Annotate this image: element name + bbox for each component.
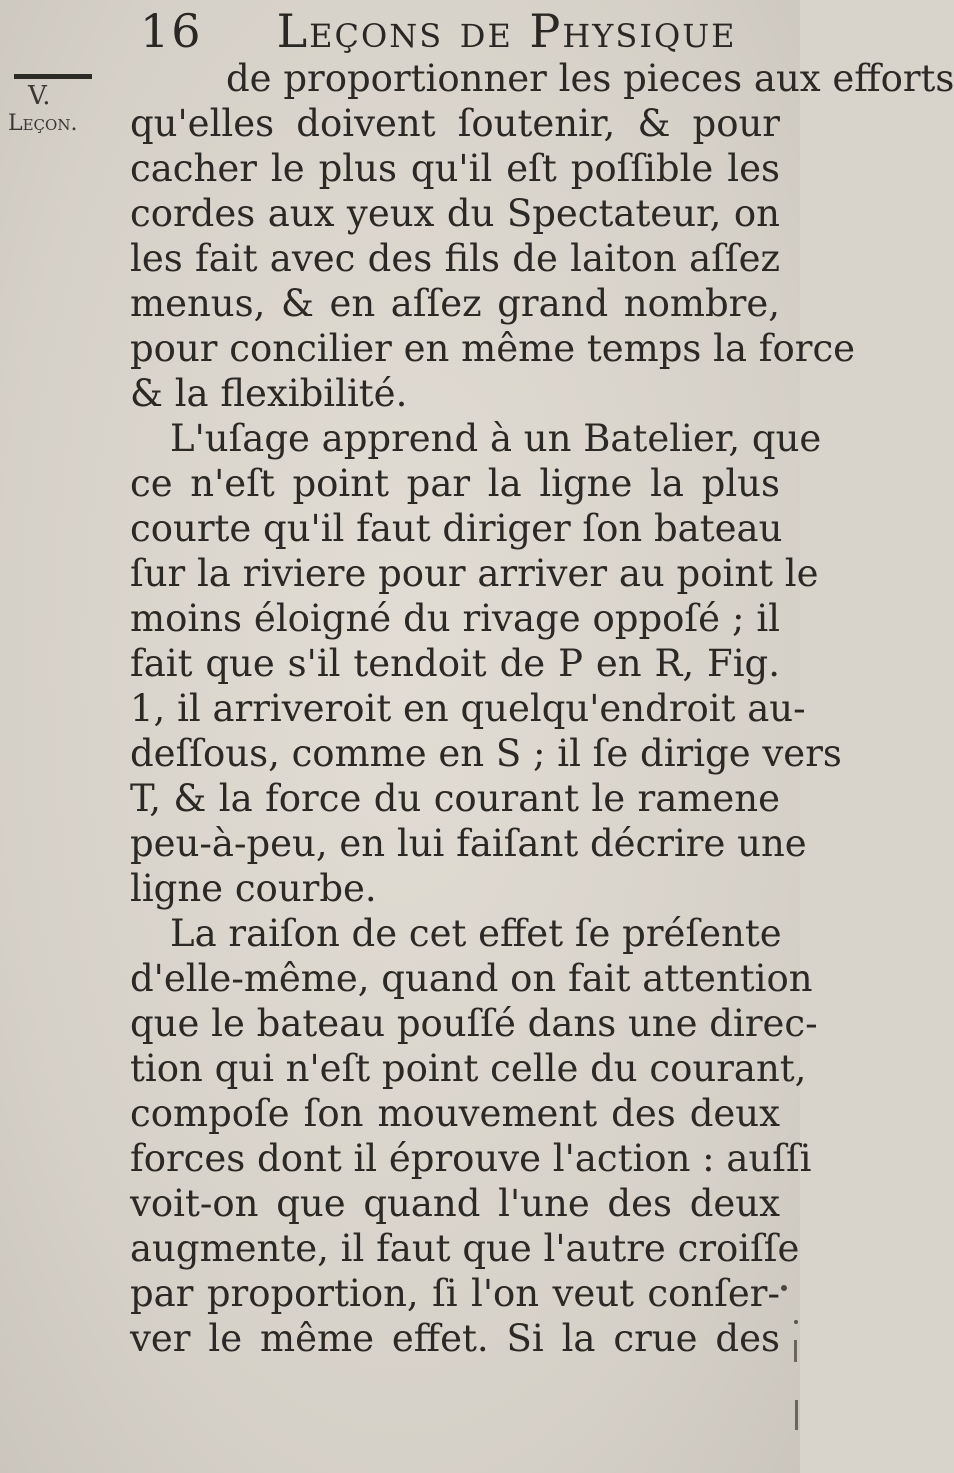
text-line: forces dont il éprouve l'action : auſſi: [130, 1137, 812, 1180]
margin-note: [8, 82, 108, 138]
running-title: Leçons de Physique: [276, 4, 737, 58]
text-line: ce n'eſt point par la ligne la plus: [130, 462, 780, 505]
page-header: [140, 4, 737, 64]
text-line: voit-on que quand l'une des deux: [130, 1182, 780, 1225]
text-line: deſſous, comme en S ; il ſe dirige vers: [130, 732, 842, 775]
text-line: tion qui n'eſt point celle du courant,: [130, 1047, 807, 1090]
text-line: cordes aux yeux du Spectateur, on: [130, 192, 780, 235]
text-line: & la flexibilité.: [130, 372, 408, 415]
text-line: moins éloigné du rivage oppoſé ; il: [130, 597, 780, 640]
text-line: cacher le plus qu'il eſt poſſible les: [130, 147, 780, 190]
text-line: que le bateau pouſſé dans une direc-: [130, 1002, 818, 1045]
text-line: qu'elles doivent ſoutenir, & pour: [130, 102, 780, 145]
text-line: de proportionner les pieces aux efforts: [226, 57, 954, 100]
text-line: T, & la force du courant le ramene: [130, 777, 780, 820]
text-line: fait que s'il tendoit de P en R, Fig.: [130, 642, 780, 685]
text-line: augmente, il faut que l'autre croiſſe: [130, 1227, 800, 1270]
text-line: La raiſon de cet effet ſe préſente: [170, 912, 782, 955]
text-line: d'elle-même, quand on fait attention: [130, 957, 813, 1000]
margin-note-label: Leçon.: [8, 111, 78, 136]
text-line: pour concilier en même temps la force: [130, 327, 856, 370]
text-line: les fait avec des fils de laiton aſſez: [130, 237, 780, 280]
page-number: 16: [140, 4, 203, 58]
text-line: par proportion, ſi l'on veut conſer-: [130, 1272, 780, 1315]
text-line: peu-à-peu, en lui faiſant décrire une: [130, 822, 807, 865]
text-line: ſur la riviere pour arriver au point le: [130, 552, 819, 595]
text-line: menus, & en aſſez grand nombre,: [130, 282, 780, 325]
text-line: compoſe ſon mouvement des deux: [130, 1092, 780, 1135]
text-line: courte qu'il faut diriger ſon bateau: [130, 507, 783, 550]
text-line: 1, il arriveroit en quelqu'endroit au-: [130, 687, 806, 730]
text-line: L'uſage apprend à un Batelier, que: [170, 417, 822, 460]
paper-specks: [770, 1280, 800, 1440]
text-line: ligne courbe.: [130, 867, 377, 910]
text-line: ver le même effet. Si la crue des: [130, 1317, 780, 1360]
body-text: [130, 56, 954, 1361]
margin-rule: [14, 74, 92, 79]
margin-note-number: V.: [28, 81, 51, 111]
